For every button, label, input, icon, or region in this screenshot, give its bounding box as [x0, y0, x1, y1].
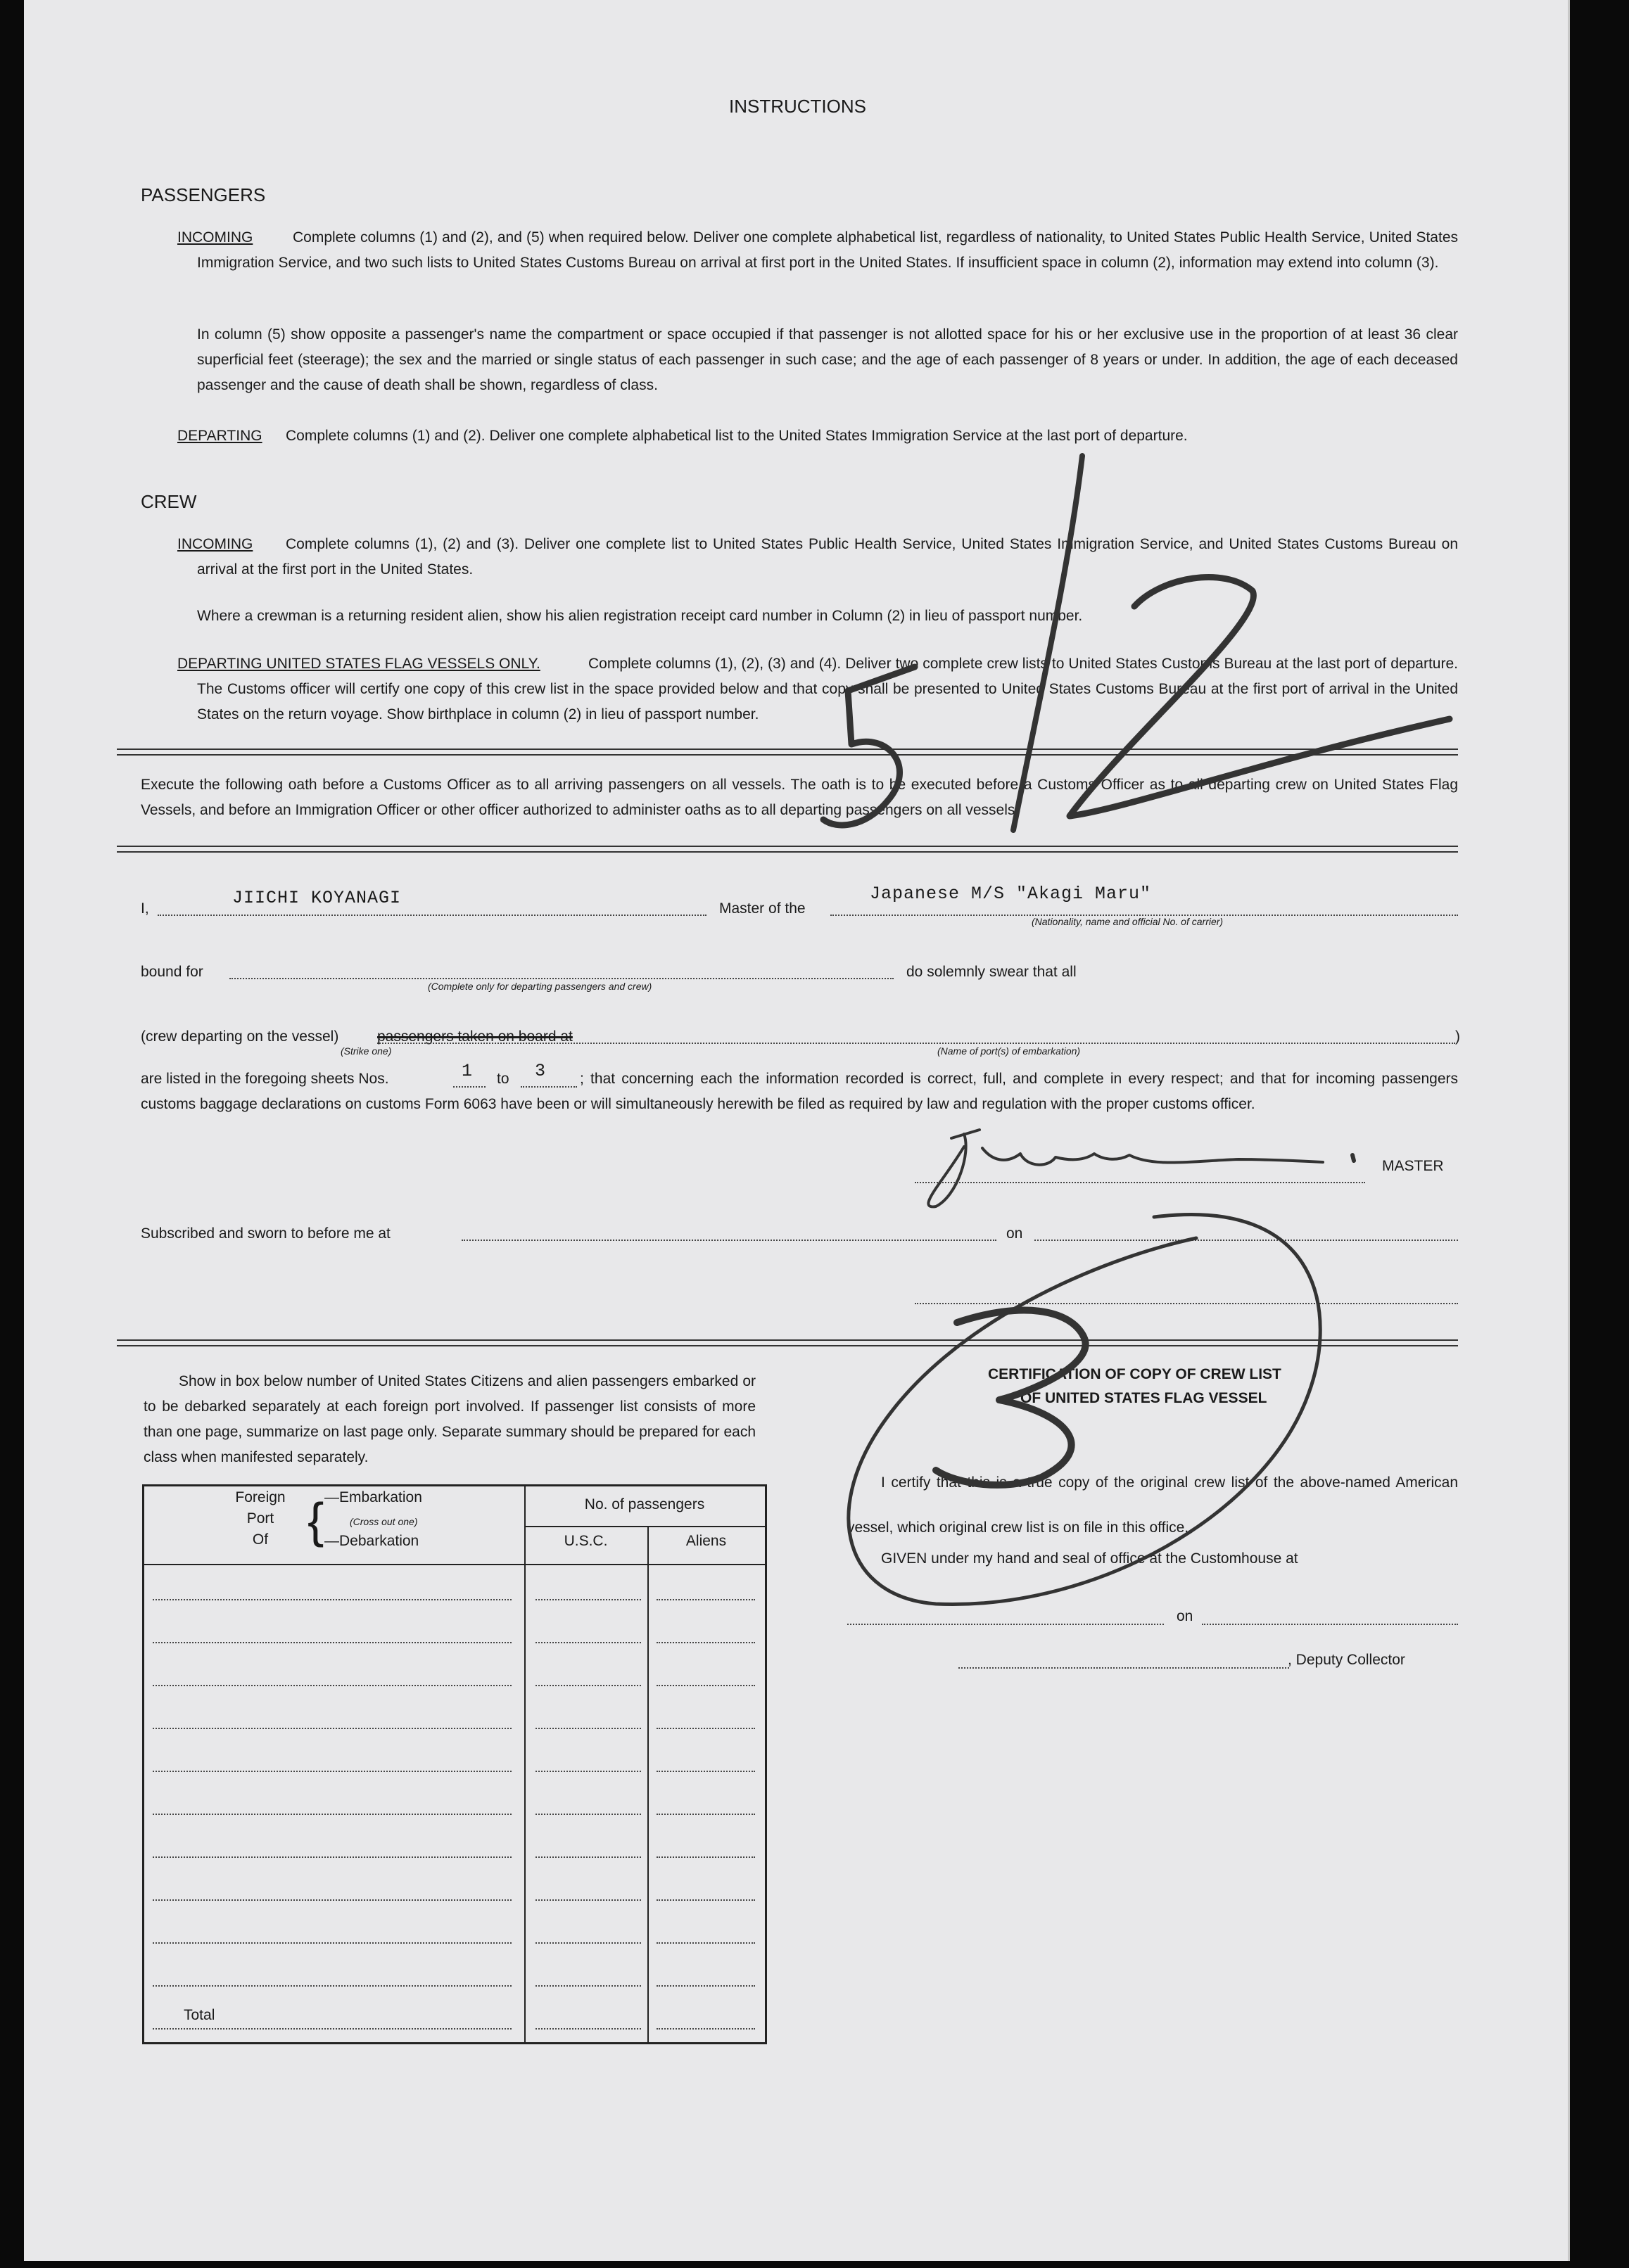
- sheet-from: 1: [462, 1061, 474, 1081]
- table-row-line: [535, 1899, 641, 1901]
- subscribed-place-line: [462, 1240, 996, 1241]
- table-header-divider: [144, 1564, 765, 1565]
- col-port: Port: [246, 1510, 274, 1527]
- table-row-line: [535, 1942, 641, 1944]
- master-label: MASTER: [1382, 1158, 1444, 1174]
- close-paren: ): [1455, 1028, 1460, 1045]
- table-row-line: [153, 2028, 512, 2030]
- table-row-line: [657, 1899, 755, 1901]
- table-row-line: [153, 1642, 512, 1643]
- i-label: I,: [141, 900, 149, 917]
- table-row-line: [535, 1599, 641, 1600]
- divider: [117, 846, 1458, 853]
- col-foreign: Foreign: [235, 1489, 286, 1505]
- brace-icon: {: [308, 1493, 324, 1548]
- column5-text: In column (5) show opposite a passenger's name the compartment or space occupied if that passenger is not allotted space for his or her exclusive use in the proportion of at least 36 clear superficial feet (steerage); the sex and the married or single status of each passenger in such case; and the age of each passenger of 8 years or under. In addition, the age of each deceased passenger and the cause of death shall be shown, regardless of class.: [197, 326, 1458, 393]
- certification-date-line: [1202, 1624, 1458, 1625]
- vessel-name: Japanese M/S "Akagi Maru": [870, 884, 1152, 904]
- given-text: GIVEN under my hand and seal of office at the Customhouse at: [881, 1550, 1298, 1567]
- strike-one-caption: (Strike one): [341, 1045, 392, 1057]
- swear-label: do solemnly swear that all: [906, 964, 1077, 980]
- table-row-line: [657, 1599, 755, 1600]
- divider: [117, 1339, 1458, 1346]
- subscribed-date-line: [1034, 1240, 1458, 1241]
- signature-line: [915, 1182, 1365, 1183]
- table-row-line: [657, 2028, 755, 2030]
- embark-caption: (Name of port(s) of embarkation): [937, 1045, 1081, 1057]
- col-of: Of: [252, 1531, 269, 1548]
- to-label: to: [497, 1071, 509, 1087]
- embark-line: [377, 1043, 1455, 1044]
- crew-departing-label: (crew departing on the vessel): [141, 1028, 339, 1045]
- table-row-line: [153, 1899, 512, 1901]
- crew-incoming-label: INCOMING: [177, 536, 253, 552]
- table-row-line: [153, 1728, 512, 1729]
- table-row-line: [657, 1685, 755, 1686]
- page-title: INSTRUCTIONS: [729, 96, 866, 117]
- embarkation-label: —Embarkation: [324, 1489, 422, 1505]
- passengers-departing-label: DEPARTING: [177, 428, 262, 444]
- table-row-line: [657, 1942, 755, 1944]
- crew-resident-text: Where a crewman is a returning resident alien, show his alien registration receipt card number in Column (2) in lieu of passport number.: [197, 608, 1083, 624]
- crew-heading: CREW: [141, 491, 197, 512]
- crew-departing-text: Complete columns (1), (2), (3) and (4). Deliver two complete crew lists to United States Customs Bureau at the last port of departure. The Customs officer will certify one copy of this crew list in the space provided below and that copy shall be presented to United States Customs Bureau at the first port of arrival in the United States on the return voyage. Show birthplace in column (2) in lieu of passport number.: [197, 656, 1458, 722]
- table-row-line: [657, 1856, 755, 1858]
- table-row-line: [153, 1599, 512, 1600]
- table-row-line: [153, 1856, 512, 1858]
- name-line: [158, 915, 706, 916]
- table-row-line: [657, 1985, 755, 1987]
- master-of-label: Master of the: [719, 900, 806, 917]
- table-row-line: [657, 1771, 755, 1772]
- deputy-collector-label: , Deputy Collector: [1288, 1652, 1405, 1668]
- oath-intro: Execute the following oath before a Customs Officer as to all arriving passengers on all vessels. The oath is to be executed before a Customs Officer as to all departing crew on United States Flag Vessels, and before an Immigration Officer or other officer authorized to administer oaths as to all departing passengers on all vessels.: [141, 777, 1458, 818]
- table-row-line: [535, 1685, 641, 1686]
- passengers-departing-text: Complete columns (1) and (2). Deliver one complete alphabetical list to the United States Immigration Service at the last port of departure.: [286, 428, 1188, 444]
- passengers-incoming-text: Complete columns (1) and (2), and (5) when required below. Deliver one complete alphabetical list, regardless of nationality, to United States Public Health Service, United States Immigration Service, and two such lists to United States Customs Bureau on arrival at first port in the United States. If insufficient space in column (2), information may extend into column (3).: [197, 229, 1458, 271]
- debarkation-label: —Debarkation: [324, 1533, 419, 1549]
- sheets-text: ; that concerning each the information recorded is correct, full, and complete in every respect; and that for incoming passengers customs baggage declarations on customs Form 6063 have been or will simultaneously herewith be filed as required by law and regulation with the proper customs officer.: [141, 1071, 1458, 1112]
- table-subheader-divider: [524, 1526, 765, 1527]
- aliens-header: Aliens: [685, 1533, 727, 1549]
- total-label: Total: [184, 2007, 215, 2023]
- table-row-line: [153, 1985, 512, 1987]
- passengers-incoming-label: INCOMING: [177, 229, 253, 246]
- table-row-line: [153, 1942, 512, 1944]
- table-row-line: [535, 1814, 641, 1815]
- table-row-line: [153, 1685, 512, 1686]
- subscribed-label: Subscribed and sworn to before me at: [141, 1225, 391, 1242]
- divider: [117, 748, 1458, 756]
- sheets-label: are listed in the foregoing sheets Nos.: [141, 1071, 389, 1087]
- struck-text: passengers taken on board at: [377, 1028, 573, 1045]
- table-row-line: [657, 1814, 755, 1815]
- table-col-divider: [524, 1486, 526, 2042]
- customhouse-line: [847, 1624, 1164, 1625]
- master-name: JIICHI KOYANAGI: [232, 888, 402, 908]
- table-row-line: [535, 1642, 641, 1643]
- sheet-to: 3: [535, 1061, 547, 1081]
- certification-text: I certify that this is a true copy of the original crew list of the above-named American vessel, which original crew list is on file in this office.: [847, 1474, 1458, 1536]
- certification-on-label: on: [1177, 1608, 1193, 1624]
- table-row-line: [657, 1728, 755, 1729]
- bound-caption: (Complete only for departing passengers and crew): [428, 981, 652, 992]
- officer-line: [915, 1303, 1458, 1304]
- crew-incoming-text: Complete columns (1), (2) and (3). Deliver one complete list to United States Public Health Service, United States Immigration Service, and United States Customs Bureau on arrival at the first port in the United States.: [197, 536, 1458, 578]
- certification-title-1: CERTIFICATION OF COPY OF CREW LIST: [988, 1366, 1281, 1382]
- table-row-line: [535, 1985, 641, 1987]
- summary-instructions: Show in box below number of United States Citizens and alien passengers embarked or to be debarked separately at each foreign port involved. If passenger list consists of more than one page, summarize on last page only. Separate summary should be prepared for each class when manifested separately.: [144, 1373, 756, 1465]
- certification-title-2: OF UNITED STATES FLAG VESSEL: [1020, 1390, 1267, 1406]
- table-row-line: [153, 1771, 512, 1772]
- crew-departing-label: DEPARTING UNITED STATES FLAG VESSELS ONLY.: [177, 656, 540, 672]
- table-row-line: [153, 1814, 512, 1815]
- table-row-line: [657, 1642, 755, 1643]
- cross-out-caption: (Cross out one): [350, 1516, 418, 1527]
- deputy-line: [958, 1667, 1289, 1669]
- table-col-divider: [647, 1526, 649, 2042]
- passenger-summary-table: [142, 1484, 767, 2044]
- bound-for-line: [229, 978, 894, 979]
- table-row-line: [535, 1856, 641, 1858]
- table-row-line: [535, 2028, 641, 2030]
- table-row-line: [535, 1771, 641, 1772]
- table-row-line: [535, 1728, 641, 1729]
- bound-for-label: bound for: [141, 964, 203, 980]
- subscribed-on-label: on: [1006, 1225, 1023, 1242]
- passengers-heading: PASSENGERS: [141, 184, 266, 205]
- usc-header: U.S.C.: [564, 1533, 608, 1549]
- no-of-passengers-header: No. of passengers: [584, 1496, 705, 1512]
- vessel-caption: (Nationality, name and official No. of carrier): [1032, 916, 1224, 927]
